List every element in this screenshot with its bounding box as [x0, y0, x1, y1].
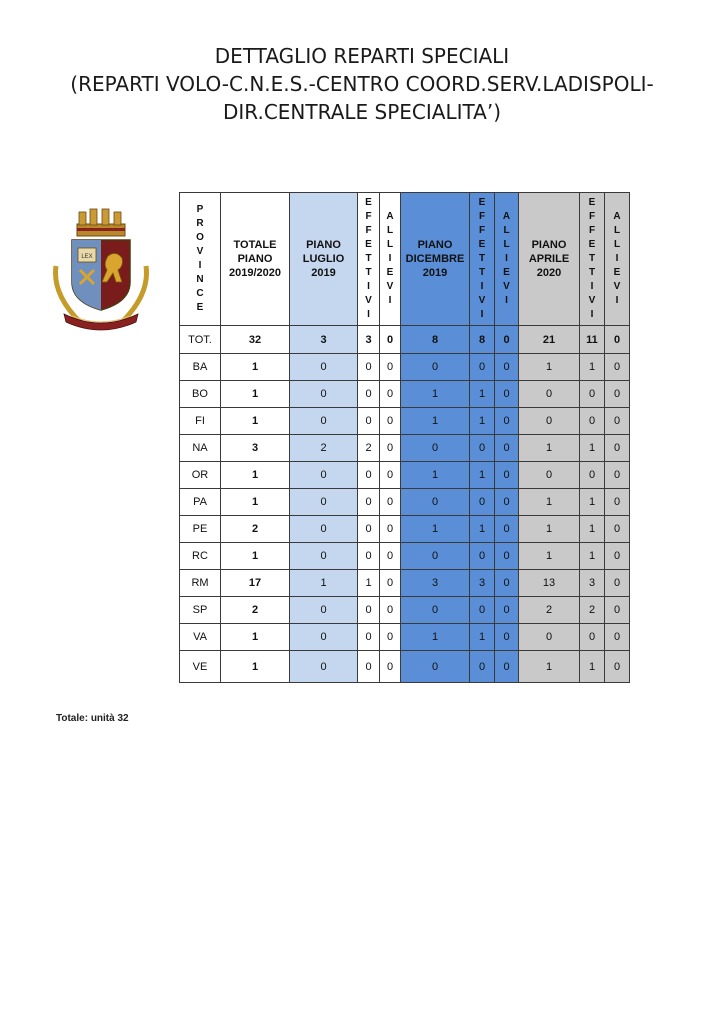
cell-prov: NA [180, 435, 221, 462]
cell-lug: 0 [290, 462, 358, 489]
cell-lug: 0 [290, 408, 358, 435]
table-row [180, 597, 630, 624]
cell-lug-eff: 0 [358, 462, 380, 489]
cell-dic-eff: 1 [470, 381, 495, 408]
cell-lug-eff: 0 [358, 597, 380, 624]
reparti-table [179, 192, 630, 683]
header-totale-piano: TOTALE PIANO 2019/2020 [221, 193, 290, 326]
table-row [180, 624, 630, 651]
cell-apr: 1 [519, 543, 580, 570]
cell-lug-eff: 0 [358, 408, 380, 435]
cell-apr-all: 0 [605, 624, 630, 651]
cell-lug: 0 [290, 597, 358, 624]
cell-lug: 0 [290, 381, 358, 408]
cell-apr-all: 0 [605, 462, 630, 489]
cell-dic-eff: 3 [470, 570, 495, 597]
cell-apr-all: 0 [605, 570, 630, 597]
cell-dic: 1 [401, 381, 470, 408]
cell-dic: 1 [401, 624, 470, 651]
cell-prov: TOT. [180, 326, 221, 354]
cell-apr-all: 0 [605, 516, 630, 543]
cell-dic: 3 [401, 570, 470, 597]
table-row [180, 651, 630, 683]
cell-tot: 2 [221, 516, 290, 543]
cell-dic: 0 [401, 435, 470, 462]
cell-dic: 0 [401, 651, 470, 683]
cell-apr-eff: 2 [580, 597, 605, 624]
cell-lug: 0 [290, 516, 358, 543]
cell-lug-all: 0 [380, 651, 401, 683]
cell-lug-all: 0 [380, 381, 401, 408]
cell-prov: PE [180, 516, 221, 543]
cell-apr: 1 [519, 489, 580, 516]
cell-apr-eff: 1 [580, 516, 605, 543]
title-line-1: DETTAGLIO REPARTI SPECIALI [214, 44, 510, 68]
cell-apr-all: 0 [605, 326, 630, 354]
cell-prov: VE [180, 651, 221, 683]
header-row [180, 193, 630, 326]
cell-lug-eff: 0 [358, 381, 380, 408]
cell-apr: 0 [519, 381, 580, 408]
cell-lug-all: 0 [380, 597, 401, 624]
cell-dic-all: 0 [495, 597, 519, 624]
cell-dic-eff: 0 [470, 543, 495, 570]
cell-lug-eff: 3 [358, 326, 380, 354]
cell-lug: 3 [290, 326, 358, 354]
cell-dic-all: 0 [495, 543, 519, 570]
cell-lug: 0 [290, 651, 358, 683]
cell-apr-all: 0 [605, 381, 630, 408]
cell-lug-eff: 0 [358, 354, 380, 381]
cell-apr: 2 [519, 597, 580, 624]
cell-lug-all: 0 [380, 462, 401, 489]
cell-dic: 1 [401, 462, 470, 489]
cell-lug-all: 0 [380, 408, 401, 435]
cell-apr-eff: 1 [580, 543, 605, 570]
table-row [180, 354, 630, 381]
cell-lug-eff: 1 [358, 570, 380, 597]
cell-dic: 0 [401, 597, 470, 624]
cell-dic-all: 0 [495, 326, 519, 354]
cell-dic: 8 [401, 326, 470, 354]
cell-apr-eff: 1 [580, 354, 605, 381]
table-row [180, 408, 630, 435]
cell-dic-all: 0 [495, 381, 519, 408]
header-luglio-allievi: A L L I E V I [380, 193, 401, 326]
cell-dic-all: 0 [495, 570, 519, 597]
cell-dic-eff: 1 [470, 624, 495, 651]
cell-lug: 1 [290, 570, 358, 597]
cell-apr: 1 [519, 354, 580, 381]
cell-lug-all: 0 [380, 435, 401, 462]
cell-dic: 1 [401, 408, 470, 435]
cell-lug-eff: 0 [358, 516, 380, 543]
header-aprile-effettivi: E F F E T T I V I [580, 193, 605, 326]
cell-apr-eff: 1 [580, 435, 605, 462]
cell-dic-eff: 1 [470, 408, 495, 435]
cell-lug-eff: 0 [358, 624, 380, 651]
cell-prov: VA [180, 624, 221, 651]
header-piano-aprile: PIANO APRILE 2020 [519, 193, 580, 326]
cell-apr: 1 [519, 435, 580, 462]
cell-dic-eff: 8 [470, 326, 495, 354]
cell-lug-all: 0 [380, 354, 401, 381]
header-piano-luglio: PIANO LUGLIO 2019 [290, 193, 358, 326]
cell-dic-all: 0 [495, 489, 519, 516]
cell-apr-eff: 0 [580, 408, 605, 435]
cell-lug-eff: 0 [358, 489, 380, 516]
police-emblem-icon [50, 204, 152, 336]
cell-tot: 1 [221, 543, 290, 570]
cell-lug-all: 0 [380, 326, 401, 354]
cell-tot: 3 [221, 435, 290, 462]
cell-lug-all: 0 [380, 543, 401, 570]
page-title [0, 42, 724, 126]
cell-lug: 0 [290, 543, 358, 570]
cell-tot: 1 [221, 408, 290, 435]
cell-apr: 0 [519, 462, 580, 489]
header-aprile-allievi: A L L I E V I [605, 193, 630, 326]
cell-dic-eff: 0 [470, 651, 495, 683]
cell-apr-eff: 0 [580, 624, 605, 651]
cell-tot: 1 [221, 381, 290, 408]
cell-dic-eff: 1 [470, 462, 495, 489]
table-row [180, 381, 630, 408]
cell-apr-all: 0 [605, 408, 630, 435]
cell-apr-eff: 1 [580, 651, 605, 683]
cell-tot: 1 [221, 624, 290, 651]
cell-prov: BA [180, 354, 221, 381]
cell-dic-all: 0 [495, 408, 519, 435]
cell-prov: RC [180, 543, 221, 570]
cell-prov: OR [180, 462, 221, 489]
header-dicembre-effettivi: E F F E T T I V I [470, 193, 495, 326]
cell-lug-eff: 2 [358, 435, 380, 462]
cell-apr-eff: 0 [580, 381, 605, 408]
cell-apr-eff: 1 [580, 489, 605, 516]
cell-lug-all: 0 [380, 570, 401, 597]
cell-dic: 0 [401, 354, 470, 381]
cell-apr-all: 0 [605, 354, 630, 381]
table-row [180, 462, 630, 489]
emblem-lex-text: LEX [81, 254, 93, 260]
cell-tot: 1 [221, 354, 290, 381]
table-row [180, 489, 630, 516]
title-line-2: (REPARTI VOLO-C.N.E.S.-CENTRO COORD.SERV.LADISPOLI- [70, 72, 654, 96]
cell-apr: 13 [519, 570, 580, 597]
cell-apr: 0 [519, 624, 580, 651]
table-row [180, 543, 630, 570]
cell-tot: 1 [221, 651, 290, 683]
cell-lug: 2 [290, 435, 358, 462]
cell-dic-all: 0 [495, 462, 519, 489]
cell-apr-all: 0 [605, 651, 630, 683]
cell-dic-eff: 0 [470, 489, 495, 516]
cell-apr: 21 [519, 326, 580, 354]
header-luglio-effettivi: E F F E T T I V I [358, 193, 380, 326]
total-row [180, 326, 630, 354]
cell-apr-eff: 0 [580, 462, 605, 489]
cell-apr-all: 0 [605, 489, 630, 516]
cell-prov: FI [180, 408, 221, 435]
cell-apr-all: 0 [605, 597, 630, 624]
cell-dic: 1 [401, 516, 470, 543]
cell-apr: 0 [519, 408, 580, 435]
table-row [180, 570, 630, 597]
cell-tot: 1 [221, 489, 290, 516]
table-row [180, 435, 630, 462]
title-line-3: DIR.CENTRALE SPECIALITA’) [222, 100, 501, 124]
cell-dic: 0 [401, 489, 470, 516]
cell-lug: 0 [290, 624, 358, 651]
cell-lug-all: 0 [380, 516, 401, 543]
cell-lug-all: 0 [380, 489, 401, 516]
cell-lug-eff: 0 [358, 651, 380, 683]
cell-apr: 1 [519, 516, 580, 543]
cell-apr: 1 [519, 651, 580, 683]
cell-lug: 0 [290, 489, 358, 516]
cell-tot: 2 [221, 597, 290, 624]
cell-lug-eff: 0 [358, 543, 380, 570]
cell-dic-all: 0 [495, 354, 519, 381]
cell-tot: 32 [221, 326, 290, 354]
cell-prov: SP [180, 597, 221, 624]
table-row [180, 516, 630, 543]
header-piano-dicembre: PIANO DICEMBRE 2019 [401, 193, 470, 326]
cell-lug: 0 [290, 354, 358, 381]
cell-tot: 17 [221, 570, 290, 597]
cell-dic-eff: 1 [470, 516, 495, 543]
cell-lug-all: 0 [380, 624, 401, 651]
cell-apr-all: 0 [605, 543, 630, 570]
cell-apr-all: 0 [605, 435, 630, 462]
cell-dic-all: 0 [495, 435, 519, 462]
cell-dic-all: 0 [495, 624, 519, 651]
cell-apr-eff: 3 [580, 570, 605, 597]
footnote-total: Totale: unità 32 [56, 713, 129, 724]
cell-apr-eff: 11 [580, 326, 605, 354]
header-dicembre-allievi: A L L I E V I [495, 193, 519, 326]
cell-dic-all: 0 [495, 516, 519, 543]
cell-prov: PA [180, 489, 221, 516]
cell-prov: RM [180, 570, 221, 597]
cell-dic-all: 0 [495, 651, 519, 683]
cell-dic-eff: 0 [470, 354, 495, 381]
cell-prov: BO [180, 381, 221, 408]
cell-dic: 0 [401, 543, 470, 570]
cell-tot: 1 [221, 462, 290, 489]
header-province: P R O V I N C E [180, 193, 221, 326]
cell-dic-eff: 0 [470, 597, 495, 624]
cell-dic-eff: 0 [470, 435, 495, 462]
